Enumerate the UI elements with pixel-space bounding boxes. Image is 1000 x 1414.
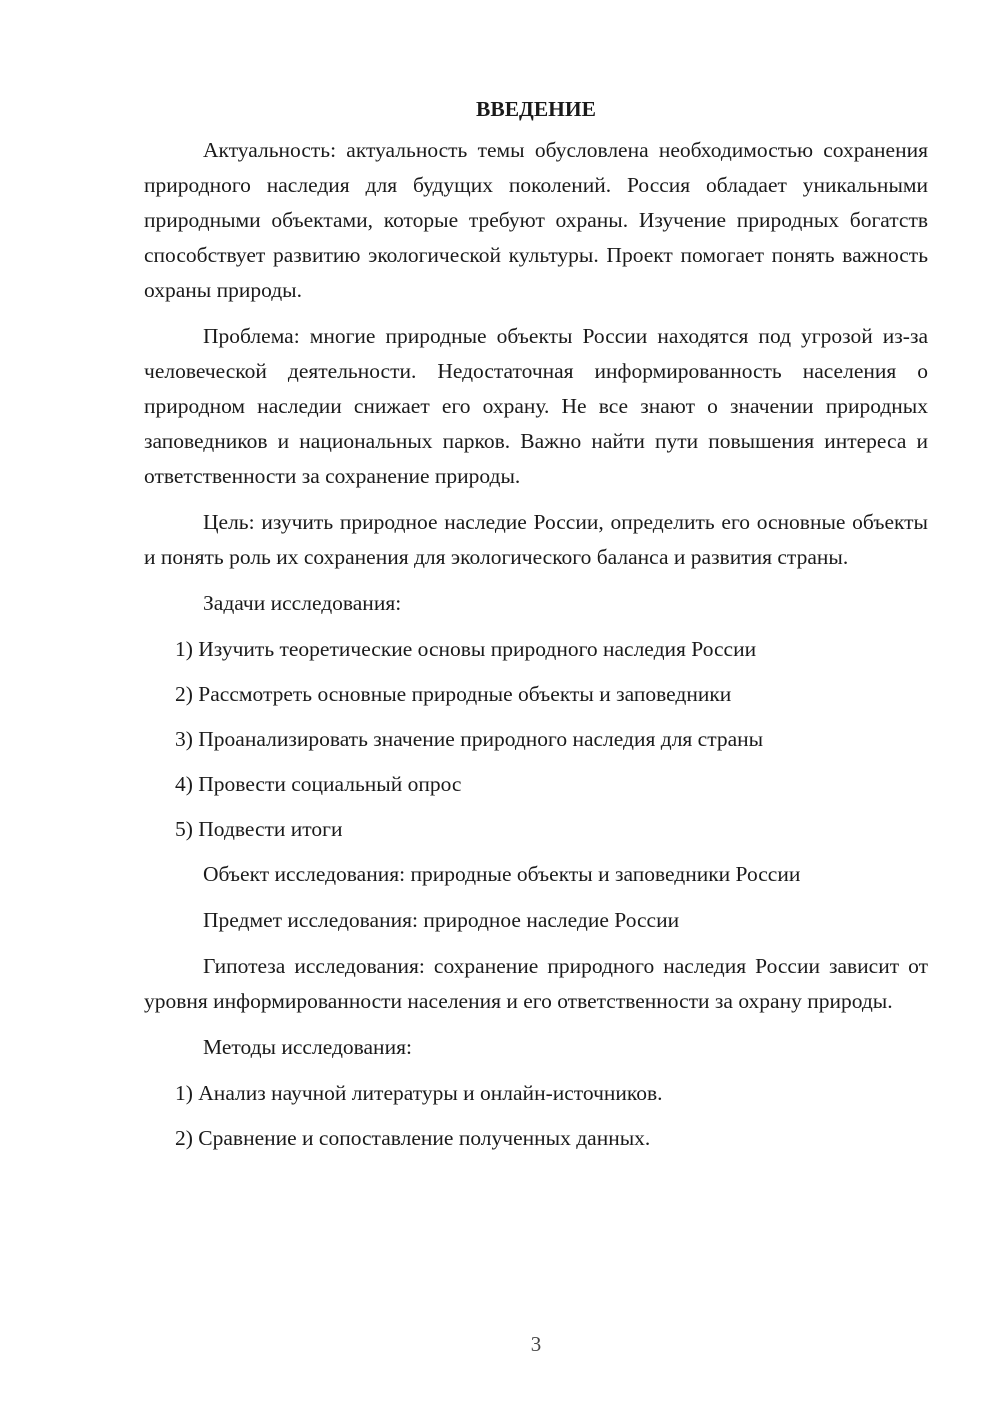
- page-content: [144, 92, 928, 1166]
- task-item: 1) Изучить теоретические основы природного наследия России: [175, 637, 757, 661]
- task-item: 3) Проанализировать значение природного наследия для страны: [175, 727, 764, 751]
- task-item: 4) Провести социальный опрос: [175, 772, 462, 796]
- method-item: 2) Сравнение и сопоставление полученных данных.: [175, 1126, 651, 1150]
- methods-heading: Методы исследования:: [203, 1035, 412, 1059]
- tasks-heading: Задачи исследования:: [203, 591, 402, 615]
- task-item: 5) Подвести итоги: [175, 817, 343, 841]
- section-title: ВВЕДЕНИЕ: [476, 97, 596, 121]
- page-number: 3: [530, 1332, 542, 1356]
- research-object: Объект исследования: природные объекты и заповедники России: [203, 862, 801, 886]
- task-item: 2) Рассмотреть основные природные объекты и заповедники: [175, 682, 732, 706]
- relevance-paragraph: Актуальность: актуальность темы обусловлена необходимостью сохранения природного наследия для будущих поколений. Россия обладает уникальными природными объектами, которые требуют охраны. Изучение природных богатств способствует развитию экологической культуры. Проект помогает понять важность охраны природы.: [144, 138, 928, 302]
- hypothesis-paragraph: Гипотеза исследования: сохранение природного наследия России зависит от уровня информированности населения и его ответственности за охрану природы.: [144, 954, 928, 1013]
- method-item: 1) Анализ научной литературы и онлайн-источников.: [175, 1081, 663, 1105]
- research-subject: Предмет исследования: природное наследие России: [203, 908, 680, 932]
- goal-paragraph: Цель: изучить природное наследие России, определить его основные объекты и понять роль их сохранения для экологического баланса и развития страны.: [144, 510, 928, 569]
- problem-paragraph: Проблема: многие природные объекты России находятся под угрозой из-за человеческой деятельности. Недостаточная информированность населения о природном наследии снижает его охрану. Не все знают о значении природных заповедников и национальных парков. Важно найти пути повышения интереса и ответственности за сохранение природы.: [144, 324, 928, 488]
